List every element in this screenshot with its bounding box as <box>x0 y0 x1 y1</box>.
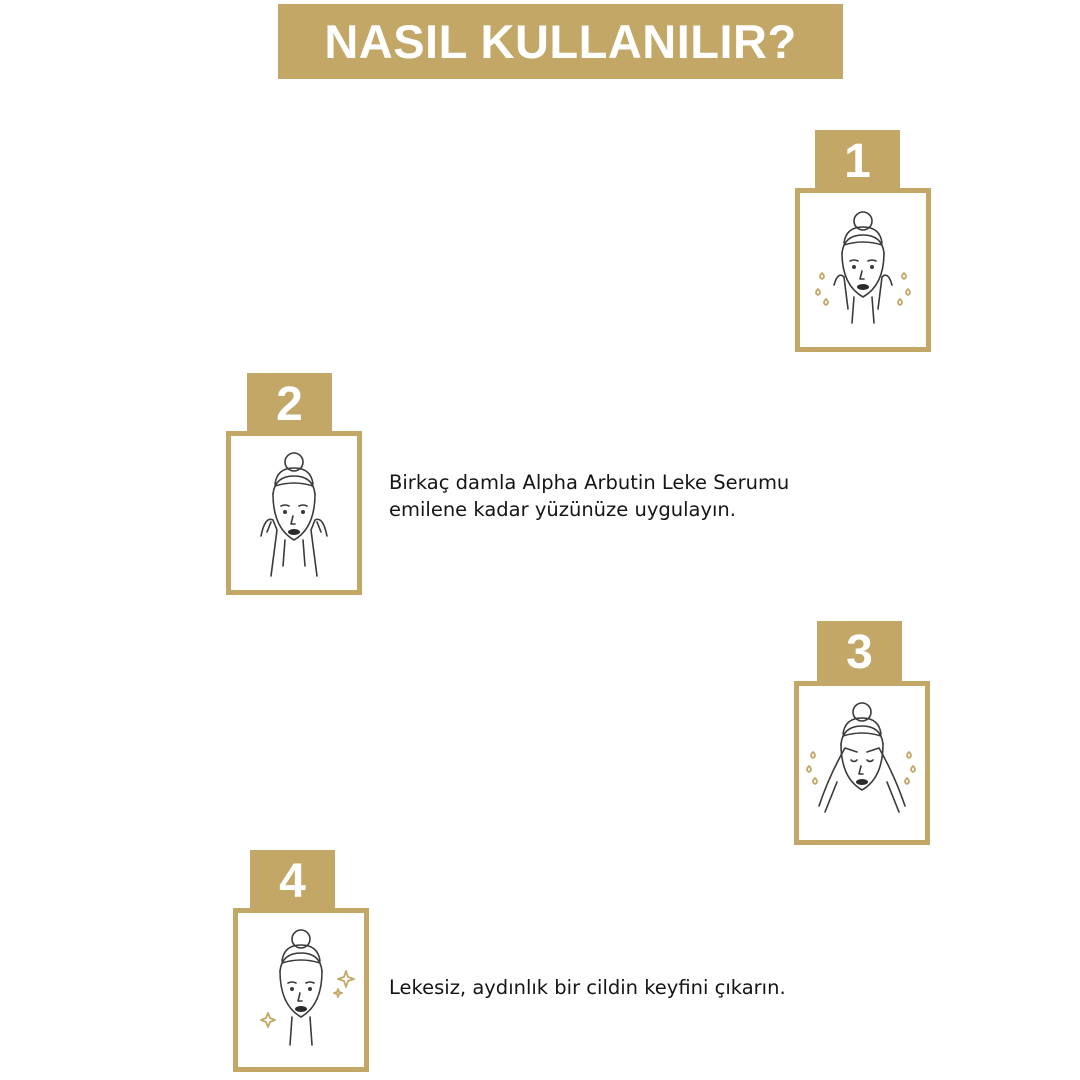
step-number-badge: 3 <box>817 621 902 683</box>
page-title: NASIL KULLANILIR? <box>324 15 797 68</box>
step-illustration-frame <box>233 908 369 1072</box>
step-line: emilene kadar yüzünüze uygulayın. <box>389 498 736 521</box>
face-applying-serum-icon <box>231 436 357 590</box>
face-rinsing-eyes-icon <box>799 686 925 840</box>
title-banner <box>278 4 843 79</box>
glowing-face-icon <box>238 913 364 1067</box>
step-illustration-frame <box>226 431 362 595</box>
step-description <box>389 974 786 1001</box>
step-number-badge: 1 <box>815 130 900 192</box>
step-illustration-frame <box>795 188 931 352</box>
step-number-badge: 2 <box>247 373 332 435</box>
step-illustration-frame <box>794 681 930 845</box>
step-number-badge: 4 <box>250 850 335 912</box>
step-description <box>389 469 789 523</box>
step-line: Lekesiz, aydınlık bir cildin keyfini çıkarın. <box>389 976 786 999</box>
face-washing-icon <box>800 193 926 347</box>
step-line: Birkaç damla Alpha Arbutin Leke Serumu <box>389 471 790 494</box>
